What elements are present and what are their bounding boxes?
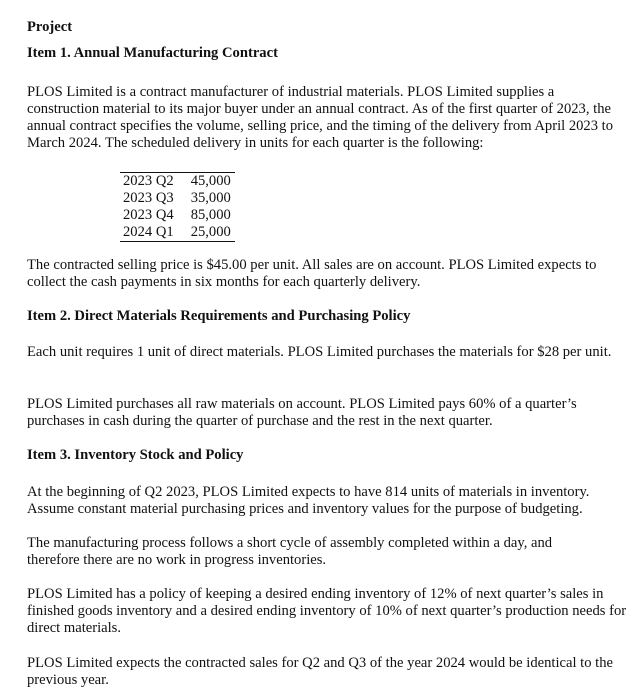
units-cell: 45,000 [190,173,231,189]
table-row [120,224,235,242]
item2-paragraph-2: PLOS Limited purchases all raw materials on account. PLOS Limited pays 60% of a quarter’s purchases in cash during the quarter of purchase and the rest in the next quarter. [27,396,577,429]
table-row [120,190,235,207]
document-title: Project [27,19,73,35]
units-cell: 35,000 [190,190,231,206]
item1-heading: Item 1. Annual Manufacturing Contract [27,45,278,61]
item2-heading: Item 2. Direct Materials Requirements and Purchasing Policy [27,308,411,324]
item3-paragraph-3: PLOS Limited has a policy of keeping a desired ending inventory of 12% of next quarter’s sales in finished goods inventory and a desired ending inventory of 10% of next quarter’s production needs for direct materials. [27,586,627,636]
item3-paragraph-4: PLOS Limited expects the contracted sales for Q2 and Q3 of the year 2024 would be identical to the previous year. [27,655,614,688]
table-row [120,207,235,224]
table-row [120,173,235,191]
item1-intro: PLOS Limited is a contract manufacturer of industrial materials. PLOS Limited supplies a construction material to its major buyer under an annual contract. As of the first quarter of 2023, the annual contract specifies the volume, selling price, and the timing of the delivery from April 2023 to March 2024. The scheduled delivery in units for each quarter is the following: [27,84,614,151]
item3-paragraph-1: At the beginning of Q2 2023, PLOS Limited expects to have 814 units of materials in inventory. Assume constant material purchasing prices and inventory values for the purpose of budgeting. [27,484,590,517]
item1-price-paragraph: The contracted selling price is $45.00 per unit. All sales are on account. PLOS Limited expects to collect the cash payments in six months for each quarterly delivery. [27,257,597,290]
item2-paragraph-1: Each unit requires 1 unit of direct materials. PLOS Limited purchases the materials for $28 per unit. [27,344,612,360]
quarter-cell: 2024 Q1 [123,224,174,240]
item3-heading: Item 3. Inventory Stock and Policy [27,447,244,463]
delivery-schedule-table [120,172,235,242]
item3-paragraph-2: The manufacturing process follows a short cycle of assembly completed within a day, and therefore there are no work in progress inventories. [27,535,553,568]
units-cell: 85,000 [190,207,231,223]
quarter-cell: 2023 Q2 [123,173,174,189]
quarter-cell: 2023 Q4 [123,207,174,223]
quarter-cell: 2023 Q3 [123,190,174,206]
units-cell: 25,000 [190,224,231,240]
